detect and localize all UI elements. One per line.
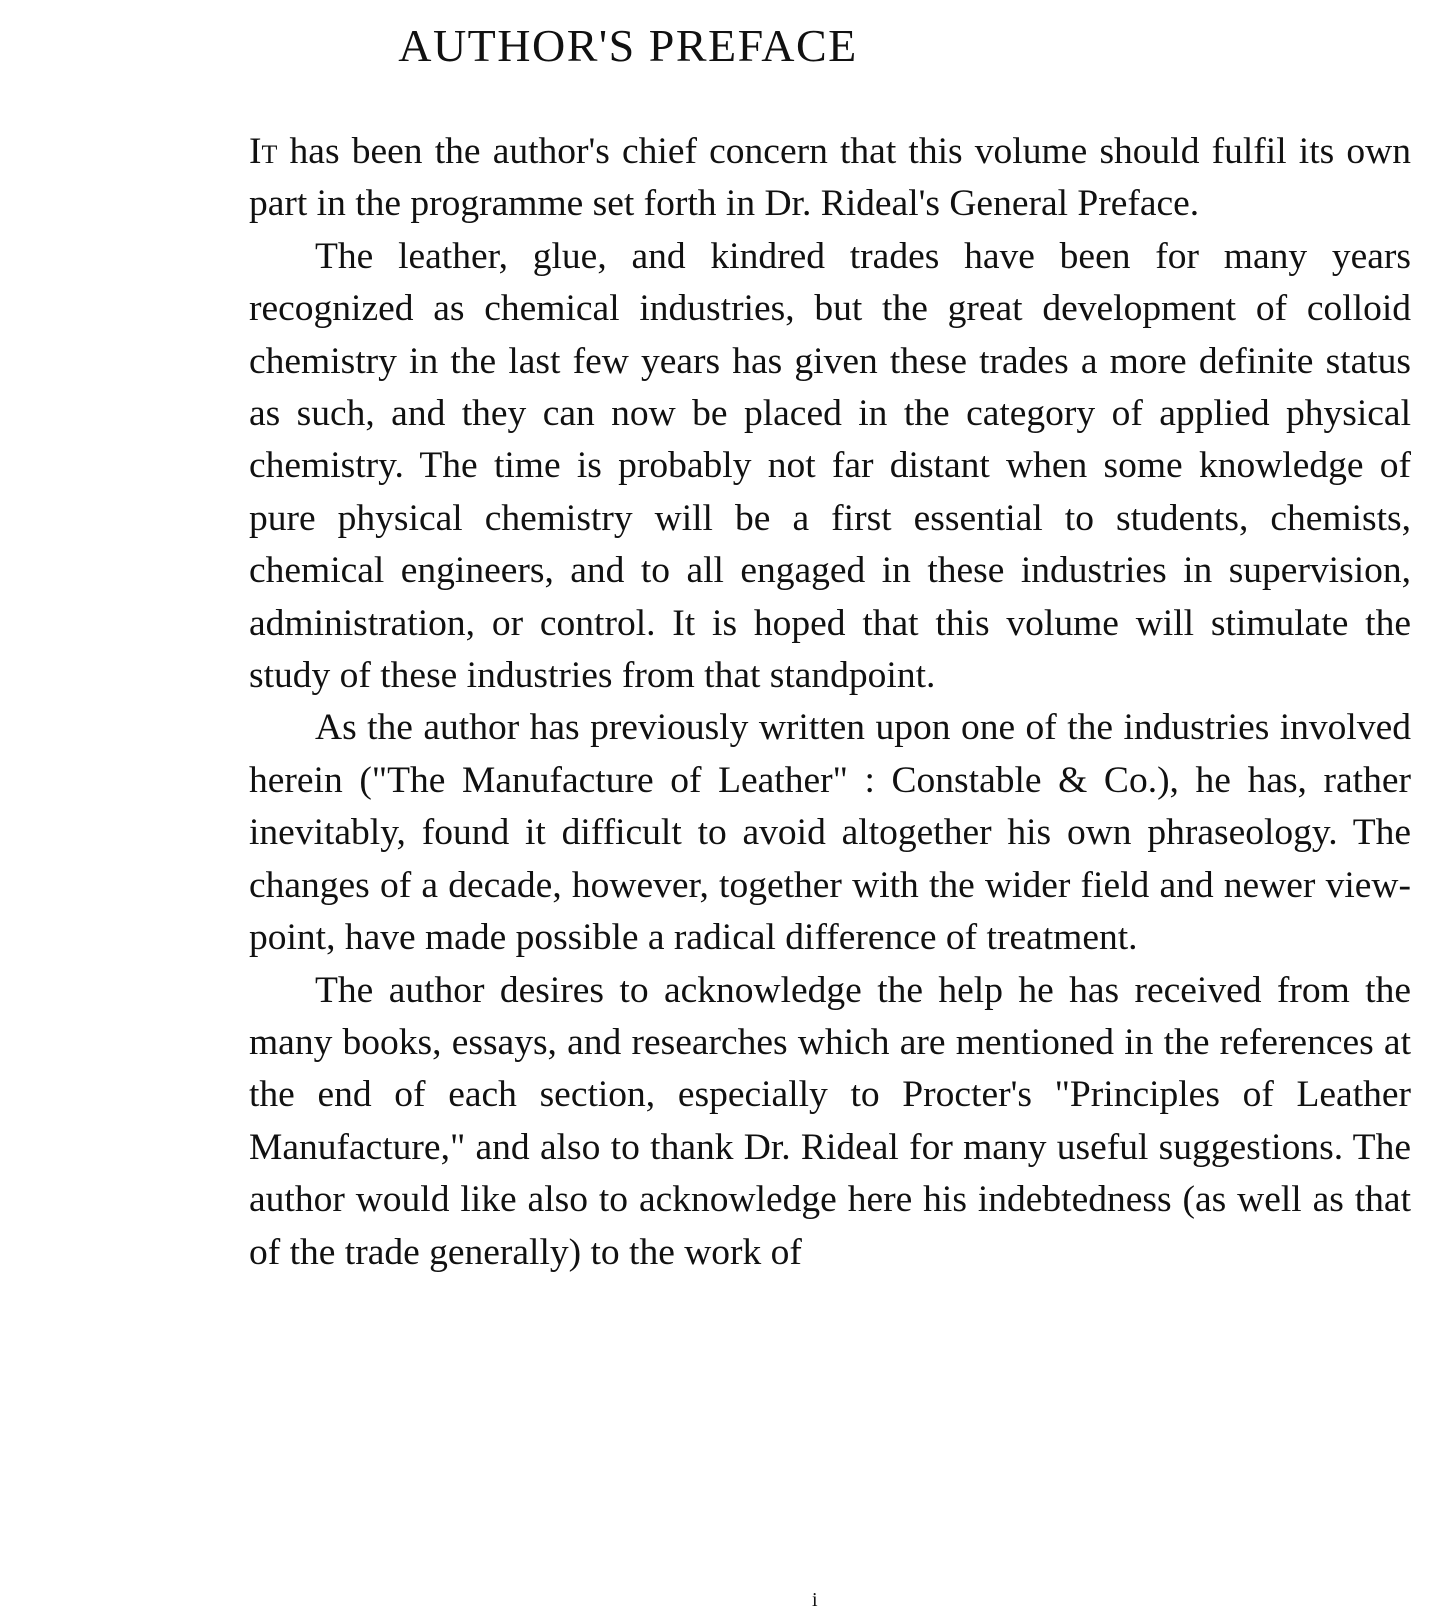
drop-lead-word: It [249,131,278,172]
paragraph-1-text: has been the author's chief concern that this volume should fulfil its own part in the programme set forth in Dr. Rideal's General Preface. [249,131,1411,225]
preface-body [249,126,1411,1279]
paragraph-1 [249,126,1411,231]
page-title: AUTHOR'S PREFACE [398,20,858,71]
paragraph-3: As the author has previously written upon one of the industries involved herein ("The Manufacture of Leather" : Constable & Co.), he has, rather inevitably, found it difficult to avoid altogether his own phraseology. The changes of a decade, however, together with the wider field and newer view-point, have made possible a radical difference of treatment. [249,707,1411,959]
page-number: i [812,1589,818,1611]
paragraph-2: The leather, glue, and kindred trades have been for many years recognized as chemical industries, but the great development of colloid chemistry in the last few years has given these trades a more definite status as such, and they can now be placed in the category of applied physical chemistry. The time is probably not far distant when some knowledge of pure physical chemistry will be a first essential to students, chemists, chemical engineers, and to all engaged in these industries in supervision, administration, or control. It is hoped that this volume will stimulate the study of these industries from that standpoint. [249,235,1411,697]
paragraph-4: The author desires to acknowledge the help he has received from the many books, essays, and researches which are mentioned in the references at the end of each section, especially to Procter's "Principles of Leather Manufacture," and also to thank Dr. Rideal for many useful suggestions. The author would like also to acknowledge here his indebtedness (as well as that of the trade generally) to the work of [249,969,1411,1273]
